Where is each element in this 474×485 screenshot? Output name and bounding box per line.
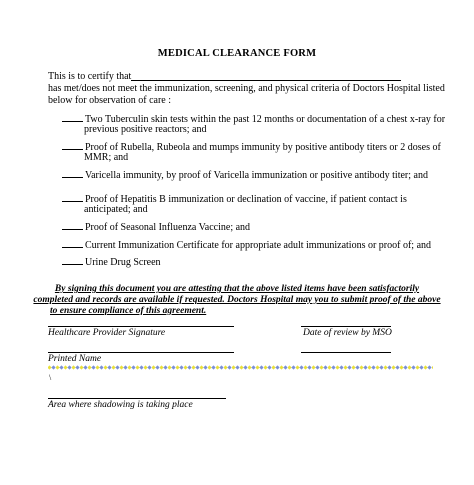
review-date-label: Date of review by MSO [303, 328, 392, 338]
intro-line-2: has met/does not meet the immunization, screening, and physical criteria of Doctors Hospital listed [48, 83, 445, 94]
item-check-blank[interactable] [62, 255, 83, 265]
attestation-line-1: By signing this document you are attesting that the above listed items have been satisfactorily [54, 284, 420, 294]
printed-name-label: Printed Name [48, 354, 102, 364]
stray-mark: \ [49, 373, 52, 382]
checklist-item-mmr: Proof of Rubella, Rubeola and mumps immunity by positive antibody titers or 2 doses of [62, 140, 441, 154]
checklist-item-tb-cont: previous positive reactors; and [84, 124, 207, 135]
attestation-line-2: completed and records are available if requested. Doctors Hospital may you to submit proof of the above [33, 295, 441, 305]
item-check-blank[interactable] [62, 168, 83, 178]
shadow-area-line[interactable] [48, 398, 226, 399]
shading-pattern [48, 365, 433, 370]
second-date-line[interactable] [301, 352, 391, 353]
intro-line-3: below for observation of care : [48, 95, 172, 106]
checklist-item-immunization-certificate: Current Immunization Certificate for appropriate adult immunizations or proof of; and [62, 238, 431, 252]
printed-name-line[interactable] [48, 352, 234, 353]
certify-line [48, 71, 131, 83]
attestation-line-3: to ensure compliance of this agreement. [50, 306, 207, 316]
item-check-blank[interactable] [62, 192, 83, 202]
form-title: MEDICAL CLEARANCE FORM [157, 48, 317, 59]
checklist-item-hepatitis-b: Proof of Hepatitis B immunization or declination of vaccine, if patient contact is [62, 192, 407, 206]
checklist-item-hepatitis-b-cont: anticipated; and [84, 204, 148, 215]
checklist-item-mmr-cont: MMR; and [84, 152, 129, 163]
item-check-blank[interactable] [62, 238, 83, 248]
item-check-blank[interactable] [62, 112, 83, 122]
provider-signature-label: Healthcare Provider Signature [48, 328, 166, 338]
shadow-area-label: Area where shadowing is taking place [48, 400, 193, 410]
certify-prefix: This is to certify that [48, 71, 132, 82]
item-check-blank[interactable] [62, 220, 83, 230]
checklist-item-tb: Two Tuberculin skin tests within the past 12 months or documentation of a chest x-ray for [62, 112, 445, 126]
checklist-item-influenza: Proof of Seasonal Influenza Vaccine; and [62, 220, 250, 234]
checklist-item-drug-screen: Urine Drug Screen [62, 255, 161, 269]
certify-name-blank[interactable] [131, 80, 401, 81]
provider-signature-line[interactable] [48, 326, 234, 327]
review-date-line[interactable] [301, 326, 391, 327]
item-check-blank[interactable] [62, 140, 83, 150]
checklist-item-varicella: Varicella immunity, by proof of Varicella immunization or positive antibody titer; and [62, 168, 428, 182]
